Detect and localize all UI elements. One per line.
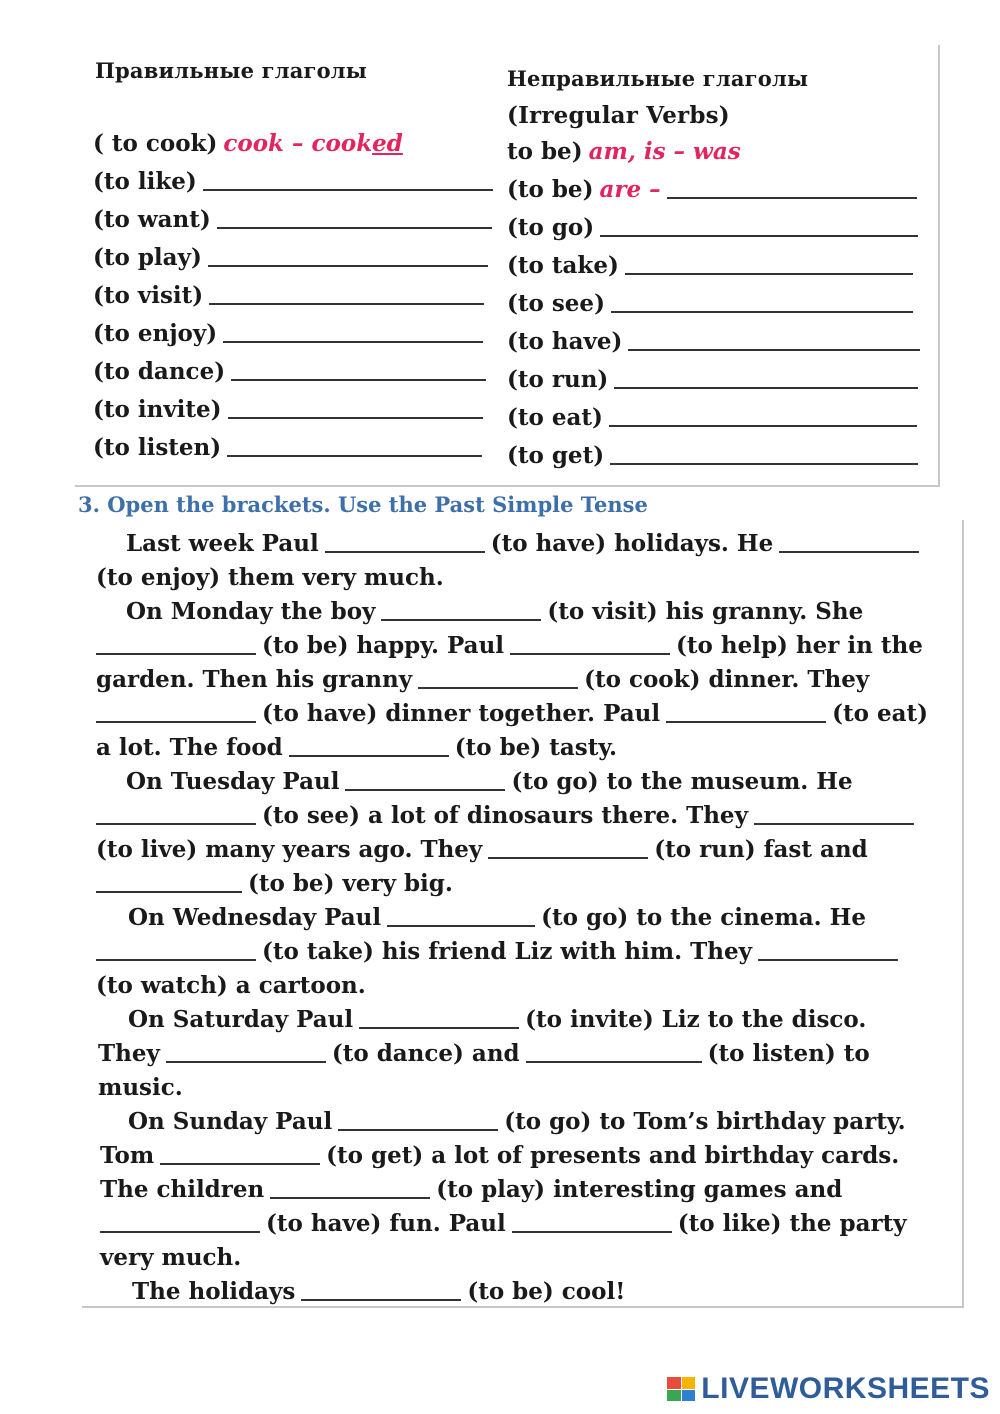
text-line [100, 1244, 241, 1271]
text-fragment: (to dance) and [331, 1040, 520, 1067]
text-fragment: (to be) happy. Paul [262, 632, 505, 659]
text-fragment: garden. Then his granny [96, 666, 413, 693]
text-line [98, 1074, 183, 1101]
answer-blank[interactable] [301, 1298, 461, 1301]
answer-blank[interactable] [160, 1162, 320, 1165]
text-fragment: (to cook) dinner. They [584, 666, 870, 693]
verb-label: (to run) [507, 366, 609, 393]
answer-blank[interactable] [758, 958, 898, 961]
text-line [96, 972, 366, 999]
text-fragment: (to be) cool! [467, 1278, 626, 1305]
verb-label: (to visit) [93, 282, 204, 309]
regular-row [93, 244, 488, 271]
text-line [126, 598, 863, 625]
answer-blank[interactable] [359, 1026, 519, 1029]
verb-label: (to get) [507, 442, 605, 469]
answer-blank[interactable] [227, 454, 482, 457]
text-fragment: (to go) to Tom’s birthday party. [504, 1108, 906, 1135]
irregular-row [507, 176, 917, 203]
text-fragment: (to play) interesting games and [436, 1176, 843, 1203]
answer-blank[interactable] [600, 234, 918, 237]
text-fragment: (to be) very big. [248, 870, 453, 897]
text-line [96, 836, 868, 863]
text-line [96, 700, 928, 727]
answer-blank[interactable] [270, 1196, 430, 1199]
text-fragment: (to have) fun. Paul [266, 1210, 506, 1237]
verb-label: (to play) [93, 244, 202, 271]
verb-label: (to have) [507, 328, 623, 355]
answer-blank[interactable] [611, 310, 913, 313]
irregular-row [507, 366, 918, 393]
text-line [100, 1210, 907, 1237]
verb-label: (to be) [507, 176, 594, 203]
regular-row [93, 320, 483, 347]
text-fragment: (to have) dinner together. Paul [262, 700, 661, 727]
answer-blank[interactable] [96, 720, 256, 723]
answer-blank[interactable] [96, 958, 256, 961]
regular-row [93, 396, 483, 423]
text-fragment: a lot. The food [96, 734, 283, 761]
text-fragment: (to watch) a cartoon. [96, 972, 366, 999]
answer-blank[interactable] [289, 754, 449, 757]
regular-row [93, 206, 492, 233]
irregular-row [507, 404, 917, 431]
answer-blank[interactable] [381, 618, 541, 621]
answer-blank[interactable] [203, 188, 493, 191]
text-fragment: (to visit) his granny. She [547, 598, 864, 625]
answer-blank[interactable] [209, 302, 484, 305]
text-fragment: On Sunday Paul [128, 1108, 333, 1135]
text-fragment: On Saturday Paul [128, 1006, 354, 1033]
verb-label: (to go) [507, 214, 595, 241]
verb-label: (to eat) [507, 404, 603, 431]
text-line [96, 564, 444, 591]
text-line [128, 1006, 866, 1033]
text-line [126, 530, 925, 557]
answer-blank[interactable] [526, 1060, 702, 1063]
verb-label: (to enjoy) [93, 320, 218, 347]
text-fragment: (to live) many years ago. They [96, 836, 483, 863]
text-line [126, 768, 853, 795]
regular-row [93, 282, 484, 309]
text-fragment: (to help) her in the [676, 632, 923, 659]
text-fragment: (to go) to the museum. He [511, 768, 853, 795]
verb-label: (to see) [507, 290, 605, 317]
text-fragment: On Monday the boy [126, 598, 376, 625]
answer-blank[interactable] [96, 822, 256, 825]
text-fragment: (to eat) [832, 700, 929, 727]
text-fragment: (to listen) to [707, 1040, 870, 1067]
exercise-heading: 3. Open the brackets. Use the Past Simple Tense [78, 492, 648, 517]
irregular-row [507, 138, 741, 165]
answer-blank[interactable] [779, 550, 919, 553]
text-line [100, 1142, 899, 1169]
text-fragment: Tom [100, 1142, 155, 1169]
answer-blank[interactable] [100, 1230, 260, 1233]
text-line [98, 1040, 870, 1067]
text-fragment: music. [98, 1074, 183, 1101]
text-fragment: The children [100, 1176, 265, 1203]
verb-label: (to dance) [93, 358, 226, 385]
irregular-row [507, 252, 913, 279]
regular-row [93, 434, 482, 461]
answer-text: cook – cooked [223, 130, 403, 157]
answer-blank[interactable] [231, 378, 486, 381]
verb-label: (to want) [93, 206, 211, 233]
answer-text: am, is – was [588, 138, 741, 165]
text-fragment: (to be) tasty. [454, 734, 618, 761]
answer-blank[interactable] [208, 264, 488, 267]
answer-blank[interactable] [510, 652, 670, 655]
regular-row [93, 130, 403, 157]
answer-blank[interactable] [166, 1060, 326, 1063]
text-fragment: (to have) holidays. He [490, 530, 774, 557]
answer-blank[interactable] [628, 348, 920, 351]
text-line [96, 802, 920, 829]
answer-blank[interactable] [667, 196, 917, 199]
text-line [128, 904, 866, 931]
text-line [96, 632, 923, 659]
verb-label: (to take) [507, 252, 619, 279]
answer-blank[interactable] [512, 1230, 672, 1233]
answer-blank[interactable] [325, 550, 485, 553]
irregular-row [507, 442, 918, 469]
answer-blank[interactable] [345, 788, 505, 791]
text-fragment: (to invite) Liz to the disco. [525, 1006, 867, 1033]
answer-blank[interactable] [488, 856, 648, 859]
text-fragment: The holidays [132, 1278, 296, 1305]
text-line [100, 1176, 842, 1203]
answer-blank[interactable] [223, 340, 483, 343]
text-line [128, 1108, 906, 1135]
text-fragment: very much. [100, 1244, 242, 1271]
text-fragment: (to take) his friend Liz with him. They [262, 938, 752, 965]
answer-text: are – [599, 176, 661, 203]
text-fragment: (to get) a lot of presents and birthday cards. [326, 1142, 900, 1169]
liveworksheets-watermark [667, 1372, 990, 1406]
text-line [96, 938, 904, 965]
answer-blank[interactable] [625, 272, 913, 275]
answer-blank[interactable] [614, 386, 918, 389]
answer-blank[interactable] [418, 686, 578, 689]
answer-blank[interactable] [610, 462, 918, 465]
regular-row [93, 168, 493, 195]
text-fragment: On Tuesday Paul [126, 768, 340, 795]
text-fragment: (to run) fast and [654, 836, 868, 863]
text-fragment: (to see) a lot of dinosaurs there. They [262, 802, 748, 829]
verb-label: ( to cook) [93, 130, 218, 157]
answer-blank[interactable] [754, 822, 914, 825]
answer-blank[interactable] [338, 1128, 498, 1131]
text-line [96, 870, 453, 897]
text-fragment: (to enjoy) them very much. [96, 564, 444, 591]
regular-verbs-title: Правильные глаголы [95, 58, 368, 83]
text-fragment: (to like) the party [677, 1210, 907, 1237]
regular-row [93, 358, 486, 385]
answer-blank[interactable] [666, 720, 826, 723]
verb-label: to be) [507, 138, 583, 165]
irregular-row [507, 214, 918, 241]
text-fragment: Last week Paul [126, 530, 319, 557]
irregular-verbs-title: Неправильные глаголы [507, 66, 809, 91]
liveworksheets-logo-icon [667, 1377, 695, 1401]
watermark-text: LIVEWORKSHEETS [701, 1372, 990, 1405]
answer-blank[interactable] [387, 924, 535, 927]
text-line [132, 1278, 625, 1305]
answer-blank[interactable] [96, 652, 256, 655]
verb-label: (to invite) [93, 396, 222, 423]
verb-label: (to like) [93, 168, 197, 195]
answer-blank[interactable] [228, 416, 483, 419]
text-fragment: On Wednesday Paul [128, 904, 382, 931]
verb-label: (to listen) [93, 434, 222, 461]
irregular-row [507, 290, 913, 317]
irregular-verbs-subtitle: (Irregular Verbs) [507, 102, 730, 129]
text-fragment: (to go) to the cinema. He [541, 904, 866, 931]
text-line [96, 666, 869, 693]
answer-blank[interactable] [96, 890, 242, 893]
text-fragment: They [98, 1040, 160, 1067]
answer-blank[interactable] [609, 424, 917, 427]
text-line [96, 734, 617, 761]
answer-blank[interactable] [217, 226, 492, 229]
irregular-row [507, 328, 920, 355]
